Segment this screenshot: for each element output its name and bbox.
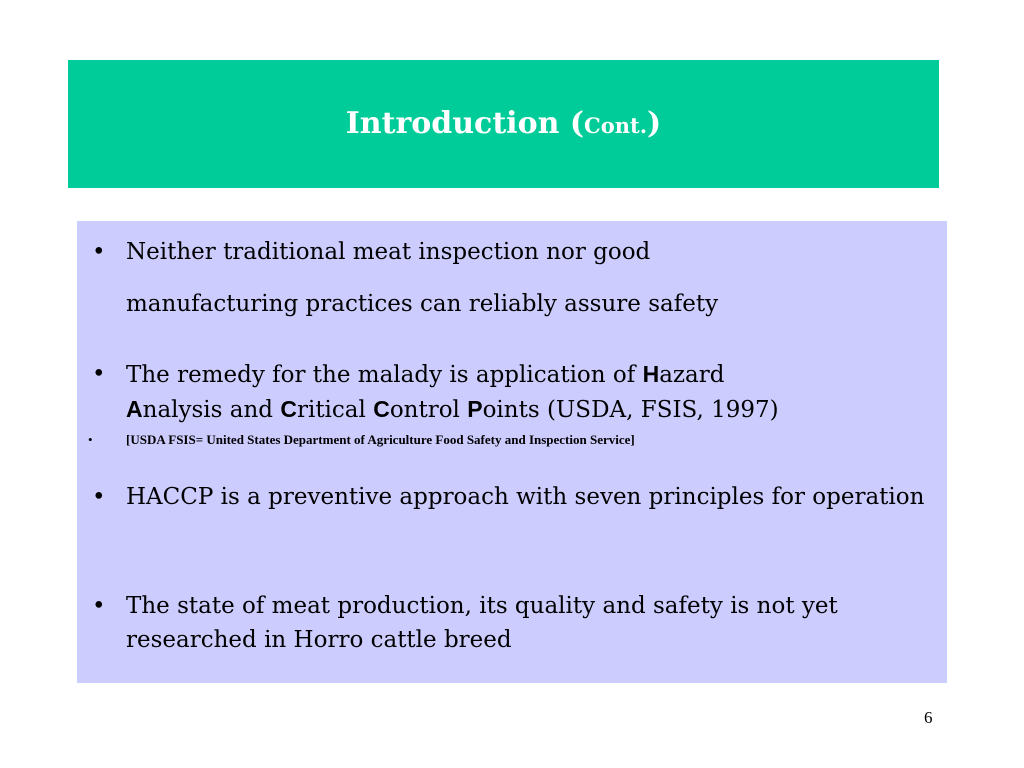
slide-title-end: ): [647, 106, 662, 141]
page-number: 6: [924, 708, 933, 727]
bullet-text-part: The remedy for the malady is application of: [126, 362, 643, 388]
acronym-letter: C: [373, 396, 390, 422]
slide-title-main: Introduction (: [345, 106, 585, 141]
bullet-text-part: oints (USDA, FSIS, 1997): [482, 397, 779, 423]
slide-title-cont: Cont.: [584, 113, 648, 138]
bullet-text-part: ontrol: [389, 397, 468, 423]
bullet-item: [92, 480, 932, 514]
bullet-dot-icon: •: [92, 593, 106, 619]
acronym-letter: H: [642, 361, 660, 387]
bullet-text-part: azard: [659, 362, 725, 388]
bullet-text-part: nalysis and: [142, 397, 281, 423]
acronym-letter: P: [467, 396, 483, 422]
slide-title: [0, 104, 1007, 146]
bullet-text: [126, 357, 932, 427]
bullet-dot-icon: •: [92, 484, 106, 510]
bullet-text: HACCP is a preventive approach with seven principles for operation: [126, 484, 925, 510]
bullet-item-note: [88, 430, 938, 450]
bullet-text: [126, 226, 932, 330]
bullet-line: Neither traditional meat inspection nor good: [126, 239, 651, 265]
bullet-item: [92, 589, 932, 657]
bullet-dot-icon: •: [92, 361, 106, 387]
bullet-line: manufacturing practices can reliably assure safety: [126, 291, 719, 317]
bullet-item: [92, 357, 932, 427]
bullet-note-text: [USDA FSIS= United States Department of Agriculture Food Safety and Inspection Service]: [126, 432, 635, 447]
bullet-text: The state of meat production, its quality and safety is not yet researched in Horro cattle breed: [126, 593, 838, 653]
bullet-item: [92, 226, 932, 330]
bullet-dot-icon: •: [88, 432, 93, 447]
acronym-letter: C: [280, 396, 297, 422]
acronym-letter: A: [126, 396, 143, 422]
bullet-text-part: ritical: [296, 397, 374, 423]
bullet-dot-icon: •: [92, 239, 106, 265]
